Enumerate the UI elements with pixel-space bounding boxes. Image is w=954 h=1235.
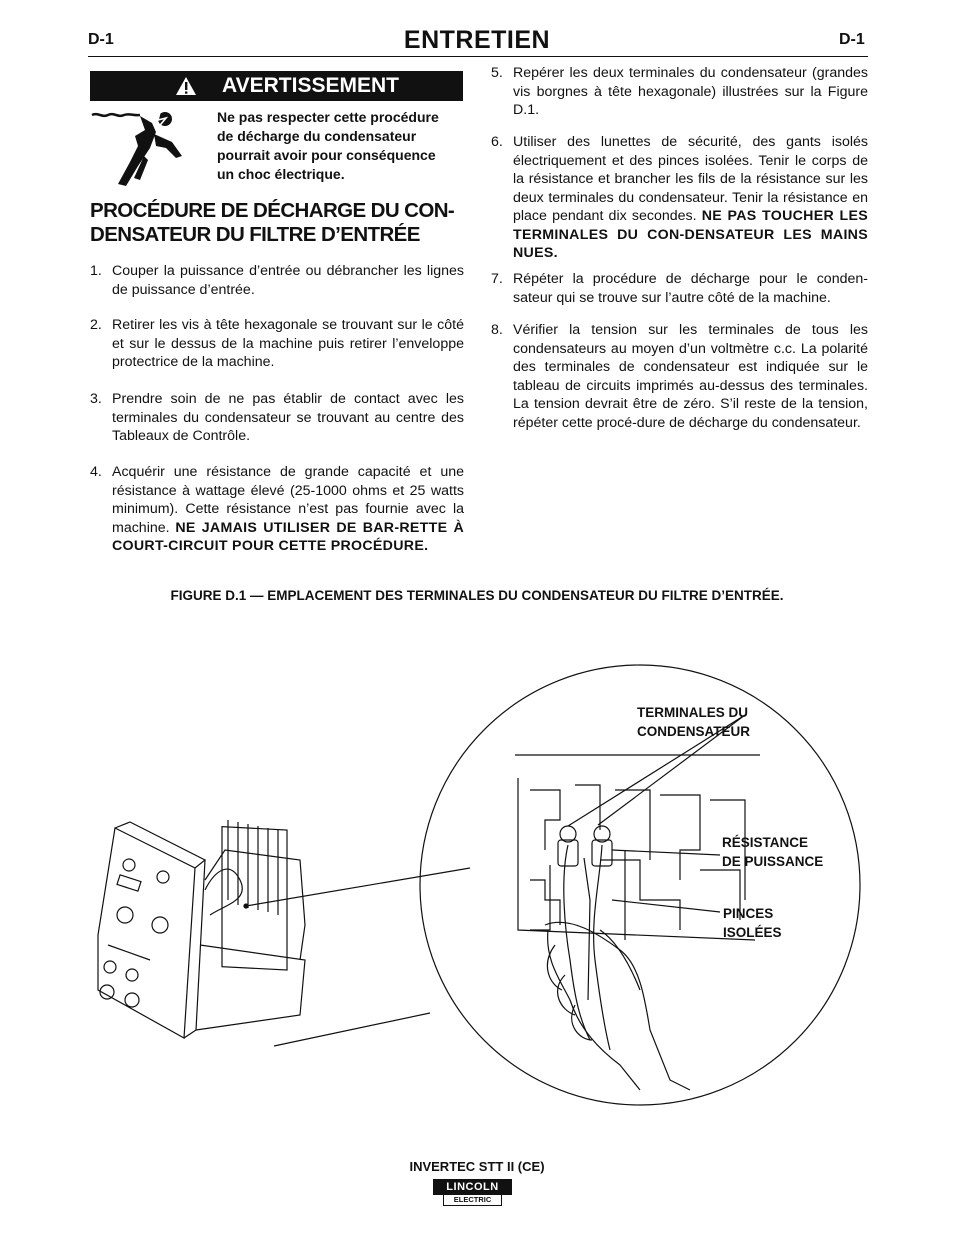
figure-caption: FIGURE D.1 — EMPLACEMENT DES TERMINALES DU CONDENSATEUR DU FILTRE D’ENTRÉE.	[170, 588, 784, 603]
step-emphasis: NE JAMAIS UTILISER DE BAR-RETTE À COURT-CIRCUIT POUR CETTE PROCÉDURE.	[112, 519, 464, 554]
callout-line: ISOLÉES	[723, 925, 782, 940]
warning-banner	[90, 71, 463, 101]
page-number-left: D-1	[88, 31, 114, 48]
step-body: Couper la puissance d’entrée ou débrancher les lignes de puissance d’entrée.	[112, 263, 464, 298]
step-text	[112, 262, 464, 299]
section-heading-line: PROCÉDURE DE DÉCHARGE DU CON-	[90, 199, 455, 222]
step-number: 5.	[491, 65, 503, 81]
step-item	[90, 390, 464, 448]
step-item	[90, 316, 464, 374]
section-heading	[90, 199, 470, 247]
electric-shock-icon	[90, 108, 190, 193]
step-text	[112, 463, 464, 556]
step-number: 1.	[90, 263, 102, 279]
header-rule	[88, 56, 868, 57]
step-item	[90, 463, 464, 575]
step-text	[513, 64, 868, 120]
footer-model: INVERTEC STT II (CE)	[409, 1159, 545, 1174]
step-number: 6.	[491, 134, 503, 150]
logo-top: LINCOLN	[433, 1179, 512, 1195]
callout-pliers	[723, 904, 782, 942]
step-number: 2.	[90, 317, 102, 333]
step-item	[491, 133, 869, 261]
step-text	[513, 270, 868, 307]
step-body: Répéter la procédure de décharge pour le conden-sateur qui se trouve sur l’autre côté de la machine.	[513, 271, 868, 306]
step-item	[491, 321, 868, 445]
page-number-right: D-1	[839, 31, 865, 48]
logo-bottom: ELECTRIC	[443, 1194, 502, 1206]
warning-line: pourrait avoir pour conséquence	[217, 147, 436, 163]
warning-line: de décharge du condensateur	[217, 128, 417, 144]
callout-terminals	[637, 703, 750, 741]
step-text	[112, 316, 464, 372]
warning-label: AVERTISSEMENT	[222, 74, 399, 97]
page-title: ENTRETIEN	[403, 26, 551, 54]
callout-line: RÉSISTANCE	[722, 835, 809, 850]
warning-text	[217, 108, 467, 184]
step-emphasis: NE PAS TOUCHER LES TERMINALES DU CON-DENSATEUR LES MAINS NUES.	[513, 208, 869, 261]
step-item	[90, 262, 464, 302]
machine-front-panel	[98, 828, 195, 1038]
step-text	[513, 321, 868, 432]
lincoln-electric-logo	[433, 1179, 510, 1205]
callout-line: CONDENSATEUR	[637, 724, 751, 739]
step-body: Acquérir une résistance de grande capacité et une résistance à wattage élevé (25-1000 ohms et 25 watts minimum). Cette résistance n’est pas fournie avec la machine.	[112, 464, 464, 536]
warning-line: Ne pas respecter cette procédure	[217, 109, 439, 125]
step-number: 3.	[90, 391, 102, 407]
step-body: Prendre soin de ne pas établir de contact avec les terminales du condensateur se trouvant au centre des Tableaux de Contrôle.	[112, 391, 464, 444]
warning-triangle-icon	[175, 76, 197, 96]
step-body: Retirer les vis à tête hexagonale se trouvant sur le côté et sur le dessus de la machine puis retirer l’enveloppe protectrice de la machine.	[112, 317, 464, 370]
step-text	[112, 390, 464, 446]
step-number: 7.	[491, 271, 503, 287]
step-item	[491, 270, 868, 310]
step-body: Vérifier la tension sur les terminales de tous les condensateurs au moyen d’un voltmètre c.c. La polarité des terminales de condensateur est indiquée sur le tableau de circuits imprimés au-dessus des terminales. La tension devrait être de zéro. S’il reste de la tension, répéter cette procé-dure de décharge du condensateur.	[513, 322, 868, 431]
step-number: 8.	[491, 322, 503, 338]
callout-line: DE PUISSANCE	[722, 854, 824, 869]
callout-resistor	[722, 833, 823, 871]
step-body: Utiliser des lunettes de sécurité, des gants isolés électriquement et des pinces isolées. Tenir le corps de la résistance et brancher les fils de la résistance sur les deux terminales du condensateur. Tenir la résistance en place pendant dix secondes.	[513, 134, 868, 224]
section-heading-line: DENSATEUR DU FILTRE D’ENTRÉE	[90, 223, 420, 246]
step-number: 4.	[90, 464, 102, 480]
callout-line: PINCES	[723, 906, 774, 921]
step-item	[491, 64, 868, 120]
step-body: Repérer les deux terminales du condensateur (grandes vis borgnes à tête hexagonale) illustrées sur la Figure D.1.	[513, 65, 868, 118]
callout-line: TERMINALES DU	[637, 705, 748, 720]
step-text	[513, 133, 868, 263]
warning-line: un choc électrique.	[217, 166, 345, 182]
